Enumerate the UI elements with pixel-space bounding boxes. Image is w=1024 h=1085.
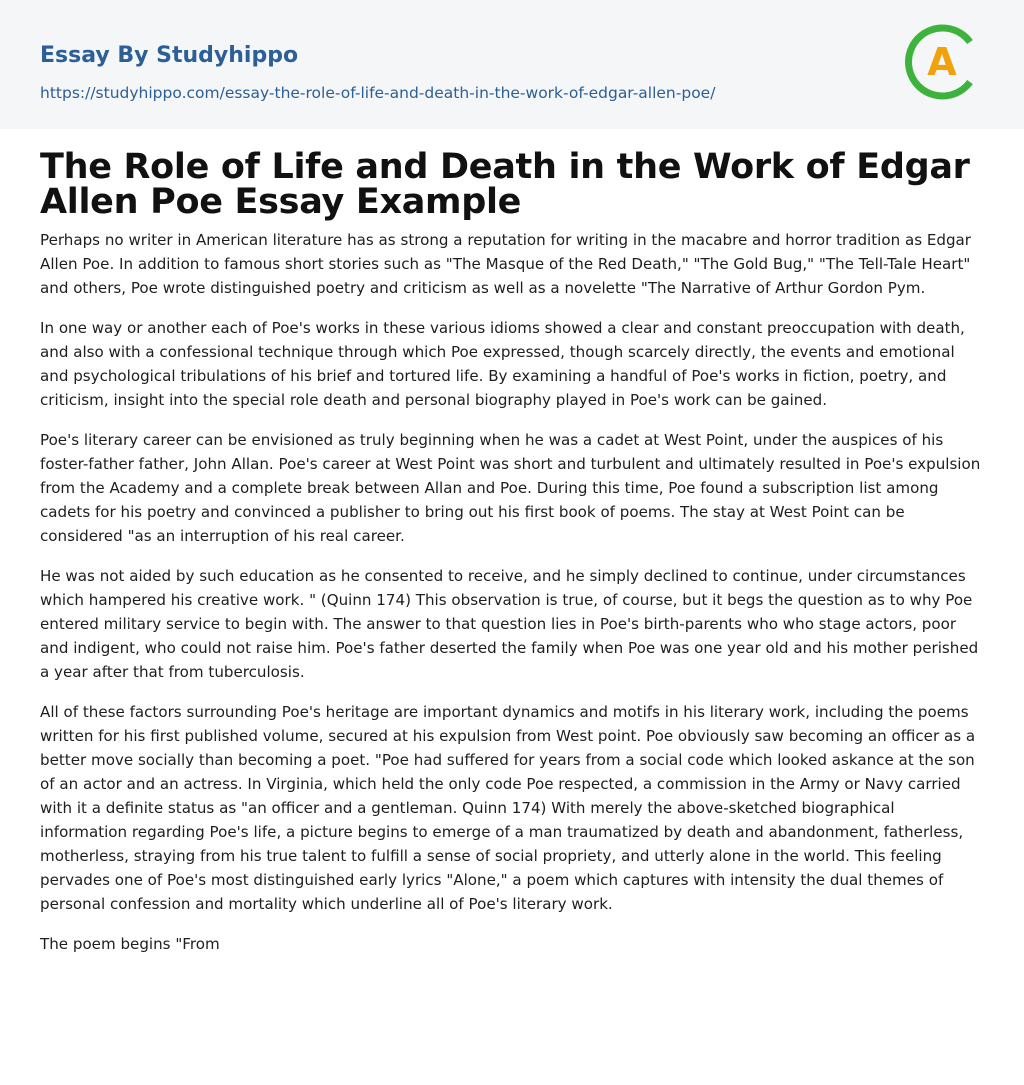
studyhippo-logo[interactable]: [900, 20, 984, 104]
paragraph: Poe's literary career can be envisioned as truly beginning when he was a cadet at West Point, under the auspices of his foster-father father, John Allan. Poe's career at West Point was short and turbulent and ultimately resulted in Poe's expulsion from the Academy and a complete break between Allan and Poe. During this time, Poe found a subscription list among cadets for his poetry and convinced a publisher to bring out his first book of poems. The stay at West Point can be considered "as an interruption of his real career.: [40, 431, 981, 545]
essay-url-link[interactable]: https://studyhippo.com/essay-the-role-of-life-and-death-in-the-work-of-edgar-allen-poe/: [40, 84, 716, 102]
site-title[interactable]: Essay By Studyhippo: [40, 43, 299, 68]
paragraph: In one way or another each of Poe's works in these various idioms showed a clear and constant preoccupation with death, and also with a confessional technique through which Poe expressed, though scarcely directly, the events and emotional and psychological tribulations of his brief and tortured life. By examining a handful of Poe's works in fiction, poetry, and criticism, insight into the special role death and personal biography played in Poe's work can be gained.: [40, 319, 965, 409]
logo-letter: A: [927, 40, 957, 84]
article-body: [40, 228, 986, 972]
paragraph: Perhaps no writer in American literature has as strong a reputation for writing in the macabre and horror tradition as Edgar Allen Poe. In addition to famous short stories such as "The Masque of the Red Death," "The Gold Bug," "The Tell-Tale Heart" and others, Poe wrote distinguished poetry and criticism as well as a novelette "The Narrative of Arthur Gordon Pym.: [40, 231, 972, 297]
page-title: The Role of Life and Death in the Work of Edgar Allen Poe Essay Example: [40, 147, 970, 222]
paragraph: All of these factors surrounding Poe's heritage are important dynamics and motifs in his literary work, including the poems written for his first published volume, secured at his expulsion from West point. Poe obviously saw becoming an officer as a better move socially than becoming a poet. "Poe had suffered for years from a social code which looked askance at the son of an actor and an actress. In Virginia, which held the only code Poe respected, a commission in the Army or Navy carried with it a definite status as "an officer and a gentleman. Quinn 174) With merely the above-sketched biographical information regarding Poe's life, a picture begins to emerge of a man traumatized by death and abandonment, fatherless, motherless, straying from his true talent to fulfill a sense of social propriety, and utterly alone in the world. This feeling pervades one of Poe's most distinguished early lyrics "Alone," a poem which captures with intensity the dual themes of personal confession and mortality which underline all of Poe's literary work.: [40, 703, 976, 913]
paragraph: The poem begins "From: [40, 935, 220, 953]
paragraph: He was not aided by such education as he consented to receive, and he simply declined to continue, under circumstances which hampered his creative work. " (Quinn 174) This observation is true, of course, but it begs the question as to why Poe entered military service to begin with. The answer to that question lies in Poe's birth-parents who who stage actors, poor and indigent, who could not raise him. Poe's father deserted the family when Poe was one year old and his mother perished a year after that from tuberculosis.: [40, 567, 979, 681]
site-header: [0, 0, 1024, 129]
